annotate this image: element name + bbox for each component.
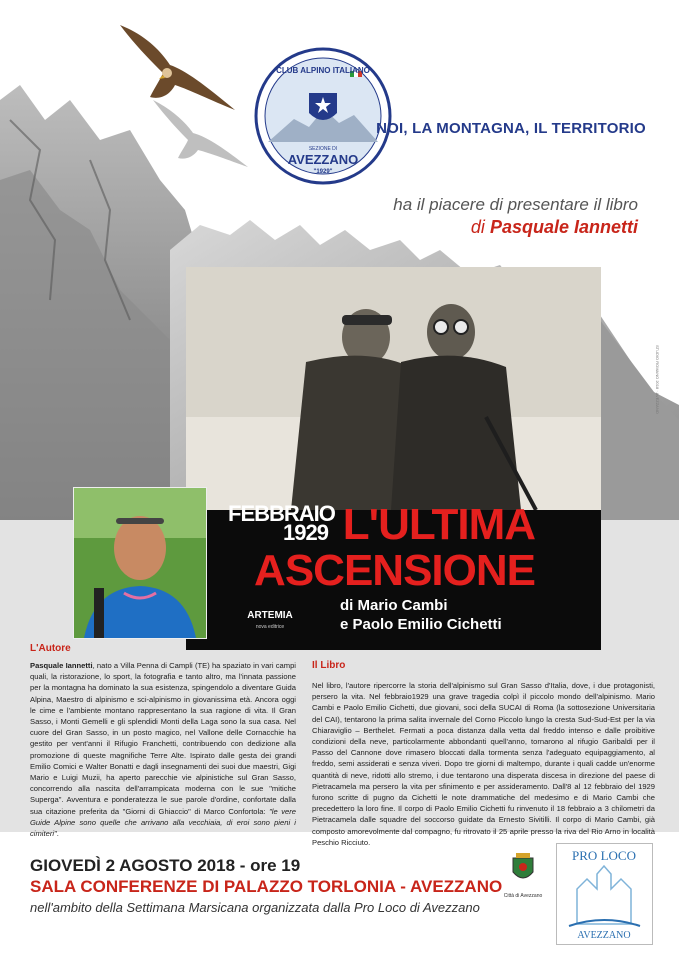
proloco-logo (556, 843, 653, 945)
headline: NOI, LA MONTAGNA, IL TERRITORIO (376, 120, 646, 137)
logo-section-city: AVEZZANO (287, 152, 359, 167)
proloco-bottom: AVEZZANO (577, 930, 631, 941)
event-venue: SALA CONFERENZE DI PALAZZO TORLONIA - AVEZZANO (30, 877, 503, 896)
presents-line: ha il piacere di presentare il libro (393, 195, 638, 214)
logo-founded: "1929" (313, 169, 333, 175)
coat-of-arms-icon (510, 852, 536, 886)
author-prefix: di (470, 217, 485, 237)
publisher-logo: ARTEMIA (247, 610, 293, 621)
author-line (300, 217, 638, 238)
eagle-shadow-icon (148, 95, 253, 170)
book-title (244, 502, 601, 594)
cai-logo (254, 47, 392, 185)
author-name: Pasquale Iannetti (489, 217, 638, 237)
libro-text: Nel libro, l'autore ripercorre la storia dell'alpinismo sul Gran Sasso d'Italia, dove, i due protagonisti, persero la vita. Nel febbraio1929 una grave tragedia colpì il piccolo mondo dell'alpinismo. Mario Cambi e Paolo Emilio Cichetti, due giovani, soci della SUCAI di Roma (la sottosezione Universitaria del CAI), tentarono la prima salita invernale del Corno Piccolo lungo la cresta Sud-Sud-Est per la via Chiaraviglio – Berthelet. Fermati a poca distanza dalla vetta dal freddo intenso e dalle proibitive condizioni della neve, particolarmente abbondanti quell'anno, tornarono al rifugio Garibaldi per il Passo del Cannone dove rimasero bloccati dalla tormenta senza l'adeguato equipaggiamento, al freddo, semi assiderati e senza viveri. Dopo tre giorni di maltempo, durante i quali cadde un'enorme quantità di neve, ridotti allo stremo, i due tentarono una disperata discesa in direzione del paese di Pietracamela ma persero la vita per sfinimento e per assideramento. Dall'8 al 12 febbraio del 1929 furono scritte di pugno da Cichetti le note drammatiche del medesimo e di Mario Cambi che precedettero la loro fine. Il corpo di Paolo Emilio Cichetti fu rinvenuto il 18 febbraio a 3 chilometri da Pietracamela dalle squadre del soccorso guidate da Ernesto Sivitilli. Il corpo di Mario Cambi, già composto amorevolmente dal compagno, fu ritrovato il 25 aprile presso la riva del Rio Arno in località Peschio Ricciuto. (312, 681, 655, 847)
citta-avezzano-logo (500, 852, 546, 922)
print-credit: STUDIO ROMANO 2018 · AVEZZANO (655, 345, 660, 414)
libro-section-title: Il Libro (312, 660, 346, 671)
citta-label: Città di Avezzano (503, 893, 543, 899)
event-context: nell'ambito della Settimana Marsicana organizzata dalla Pro Loco di Avezzano (30, 900, 480, 915)
book-authors-line2: e Paolo Emilio Cichetti (340, 616, 502, 633)
book-title-line2: ASCENSIONE (254, 546, 535, 595)
autore-body: , nato a Villa Penna di Campli (TE) ha spaziato in vari campi quali, la ristorazione, lo sport, la fotografia e tanto altro, ma l'innata passione per la montagna ha dominato la sua esistenza, spingendolo a diventare Guida Alpina, Maestro di alpinismo e sci-alpinismo in giovanissima età. Ancora oggi le cime e l'ambiente montano rappresentano la sua ragione di vita. Il Gran Sasso, i Monti Gemelli e gli splendidi Monti della Laga sono la sua casa. Nel cuore del Gran Sasso, in un posto magico, nel Vallone delle Cornacchie ha gestito per vent'anni il Rifugio Franchetti, contribuendo con dedizione alla promozione di queste magnifiche Terre Alte. Ispirato dalle gesta dei grandi Emilio Comici e Walter Bonatti e dagli insegnamenti dei suoi due maestri, Gigi Mario e Luigi Muzii, ha aperto parecchie vie alpinistiche sul Gran Sasso, concorrendo alla nascita dell'arrampicata moderna con le sue "mitiche Superga". Avventura e ponderatezza le sue parole d'ordine, confortate dalla sua citazione preferita da "Giorni di Ghiaccio" di Marco Confortola: (30, 661, 296, 816)
author-portrait (73, 487, 207, 639)
autore-name: Pasquale Iannetti (30, 661, 93, 670)
publisher-sub: nova editrice (255, 624, 285, 630)
autore-text (30, 660, 296, 839)
logo-section-label: SEZIONE DI (308, 146, 338, 152)
event-date: GIOVEDÌ 2 AGOSTO 2018 - ore 19 (30, 856, 301, 875)
autore-section-title: L'Autore (30, 643, 71, 654)
book-authors (340, 596, 580, 634)
book-authors-line1: di Mario Cambi (340, 597, 448, 614)
book-date-year: 1929 (283, 520, 328, 545)
proloco-top: PRO LOCO (572, 848, 636, 863)
logo-top-text: CLUB ALPINO ITALIANO (276, 66, 370, 75)
book-cover-photo (186, 267, 601, 510)
autore-end: . (56, 829, 59, 839)
book-title-line1: L'ULTIMA (342, 500, 535, 549)
book-date-month: FEBBRAIO (228, 501, 335, 526)
autore-quote: "le vere Guide Alpine sono quelle che arrivano alla vecchiaia, di eroi sono pieni i cimiteri" (30, 806, 296, 839)
